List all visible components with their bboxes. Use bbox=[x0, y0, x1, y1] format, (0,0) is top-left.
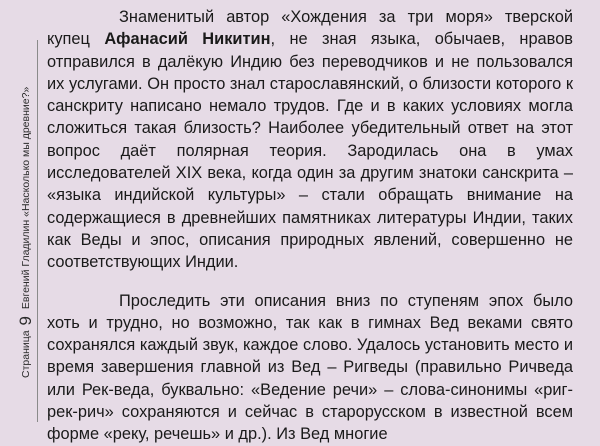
page-number: 9 bbox=[16, 316, 35, 326]
paragraph-1 bbox=[47, 6, 573, 274]
paragraph-1-rest: , не зная языка, обычаев, нравов отправился в далёкую Индию без переводчиков и не пользовался их услугами. Он просто знал старославянский, о близости которого к санскриту написано немало трудов. Где и в каких условиях могла сложиться такая близость? Наиболее убедительный ответ на этот вопрос даёт полярная теория. Зародилась она в умах исследователей XIX века, когда один за другим знатоки санскрита – «языка индийской культуры» – стали обращать внимание на содержащиеся в древнейших памятниках литературы Индии, таких как Веды и эпос, описания природных явлений, совершенно не соответствующих Индии. bbox=[47, 30, 574, 272]
sidebar-divider bbox=[37, 40, 38, 422]
author-name: Афанасий Никитин bbox=[104, 30, 271, 49]
page-sidebar bbox=[0, 0, 44, 422]
paragraph-1-lead: Знаменитый автор «Хождения за три моря» тверской купец bbox=[47, 8, 573, 49]
author-title: Евгений Гладилин «Насколько мы древние?» bbox=[20, 86, 32, 310]
sidebar-caption bbox=[14, 87, 34, 378]
document-body bbox=[47, 6, 573, 446]
paragraph-2: Проследить эти описания вниз по ступеням эпох было хоть и трудно, но возможно, так как в гимнах Вед веками свято сохранялся каждый звук, каждое слово. Удалось установить место и время завершения главной из Вед – Ригведы (правильно Ричведа или Рек-веда, буквально: «Ведение речи» – слова-синонимы «риг-рек-рич» сохраняются и сейчас в старорусском в известной всем форме «реку, речешь» и др.). Из Вед многие bbox=[47, 291, 573, 444]
page-label: Страница bbox=[20, 330, 32, 378]
